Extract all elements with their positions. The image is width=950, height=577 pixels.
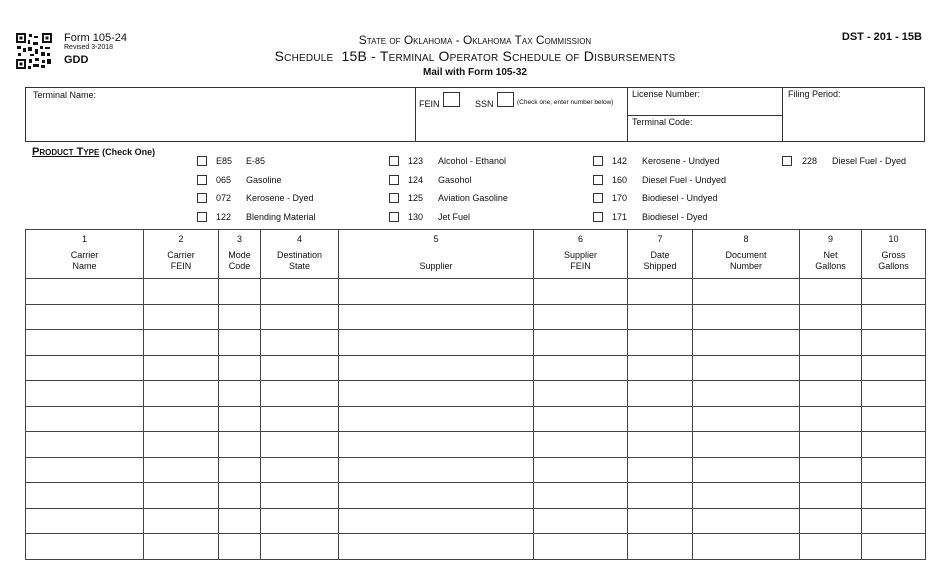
mail-with-note: Mail with Form 105-32 bbox=[423, 67, 527, 78]
col-header-destination-state bbox=[261, 230, 339, 279]
product-code: 228 bbox=[802, 156, 818, 166]
table-cell-input[interactable] bbox=[26, 304, 144, 330]
col-number: 8 bbox=[743, 234, 749, 244]
product-code: 170 bbox=[612, 193, 628, 203]
table-cell-input[interactable] bbox=[339, 279, 534, 305]
col-name-line1: Carrier bbox=[167, 250, 195, 260]
product-checkbox-125[interactable] bbox=[389, 193, 399, 203]
table-cell-input[interactable] bbox=[693, 534, 800, 560]
table-cell-input[interactable] bbox=[800, 381, 862, 407]
fein-label: FEIN bbox=[419, 99, 440, 109]
product-checkbox-160[interactable] bbox=[593, 175, 603, 185]
product-name: Alcohol - Ethanol bbox=[438, 156, 507, 166]
info-divider-1 bbox=[415, 87, 416, 142]
col-header-gross-gallons bbox=[862, 230, 926, 279]
table-cell-input[interactable] bbox=[339, 457, 534, 483]
table-cell-input[interactable] bbox=[800, 406, 862, 432]
product-checkbox-171[interactable] bbox=[593, 212, 603, 222]
table-cell-input[interactable] bbox=[628, 406, 693, 432]
product-checkbox-228[interactable] bbox=[782, 156, 792, 166]
table-cell-input[interactable] bbox=[534, 330, 628, 356]
table-cell-input[interactable] bbox=[800, 330, 862, 356]
table-cell-input[interactable] bbox=[339, 381, 534, 407]
table-cell-input[interactable] bbox=[339, 304, 534, 330]
table-cell-input[interactable] bbox=[219, 279, 261, 305]
table-cell-input[interactable] bbox=[534, 508, 628, 534]
col-number: 2 bbox=[178, 234, 184, 244]
ssn-label: SSN bbox=[475, 99, 494, 109]
product-checkbox-065[interactable] bbox=[197, 175, 207, 185]
table-cell-input[interactable] bbox=[693, 355, 800, 381]
col-header-carrier-fein bbox=[144, 230, 219, 279]
product-checkbox-130[interactable] bbox=[389, 212, 399, 222]
table-cell-input[interactable] bbox=[693, 508, 800, 534]
product-code: 072 bbox=[216, 193, 232, 203]
table-row bbox=[26, 483, 926, 509]
col-number: 1 bbox=[81, 234, 87, 244]
dst-code: DST - 201 - 15B bbox=[841, 31, 922, 43]
table-cell-input[interactable] bbox=[339, 483, 534, 509]
col-name-line2: Supplier bbox=[419, 261, 453, 271]
ssn-checkbox[interactable] bbox=[497, 92, 514, 107]
table-cell-input[interactable] bbox=[693, 483, 800, 509]
col-name-line2: Number bbox=[729, 261, 762, 271]
table-row bbox=[26, 534, 926, 560]
col-name-line1: Mode bbox=[228, 250, 251, 260]
table-cell-input[interactable] bbox=[144, 432, 219, 458]
table-cell-input[interactable] bbox=[693, 432, 800, 458]
table-cell-input[interactable] bbox=[144, 406, 219, 432]
table-cell-input[interactable] bbox=[339, 508, 534, 534]
product-checkbox-122[interactable] bbox=[197, 212, 207, 222]
col-name-line2: Code bbox=[228, 261, 251, 271]
col-name-line1: Supplier bbox=[563, 250, 598, 260]
col-header-carrier-name bbox=[26, 230, 144, 279]
table-cell-input[interactable] bbox=[628, 279, 693, 305]
product-checkbox-124[interactable] bbox=[389, 175, 399, 185]
table-cell-input[interactable] bbox=[862, 279, 926, 305]
table-cell-input[interactable] bbox=[862, 304, 926, 330]
table-cell-input[interactable] bbox=[693, 457, 800, 483]
table-cell-input[interactable] bbox=[339, 432, 534, 458]
table-cell-input[interactable] bbox=[219, 457, 261, 483]
product-name: Gasoline bbox=[246, 175, 282, 185]
col-name-line1: Net bbox=[823, 250, 838, 260]
table-header-row bbox=[26, 230, 926, 279]
terminal-name-field[interactable] bbox=[30, 102, 410, 138]
table-cell-input[interactable] bbox=[261, 304, 339, 330]
table-cell-input[interactable] bbox=[219, 304, 261, 330]
col-name-line1: Carrier bbox=[70, 250, 99, 260]
table-cell-input[interactable] bbox=[26, 330, 144, 356]
table-cell-input[interactable] bbox=[261, 355, 339, 381]
product-name: Blending Material bbox=[246, 212, 316, 222]
col-header-net-gallons bbox=[800, 230, 862, 279]
table-cell-input[interactable] bbox=[261, 330, 339, 356]
table-cell-input[interactable] bbox=[628, 355, 693, 381]
table-row bbox=[26, 330, 926, 356]
col-number: 3 bbox=[236, 234, 242, 244]
disbursement-table bbox=[25, 229, 926, 560]
col-name-line2: Gallons bbox=[878, 261, 909, 271]
table-cell-input[interactable] bbox=[339, 355, 534, 381]
table-cell-input[interactable] bbox=[693, 279, 800, 305]
product-name: Diesel Fuel - Undyed bbox=[642, 175, 727, 185]
col-header-date-shipped bbox=[628, 230, 693, 279]
product-type-note: (Check One) bbox=[102, 147, 156, 157]
product-checkbox-142[interactable] bbox=[593, 156, 603, 166]
info-divider-h bbox=[627, 115, 783, 116]
table-cell-input[interactable] bbox=[26, 279, 144, 305]
product-code: 123 bbox=[408, 156, 424, 166]
table-cell-input[interactable] bbox=[862, 457, 926, 483]
table-cell-input[interactable] bbox=[693, 330, 800, 356]
form-number: Form 105-24 bbox=[64, 32, 127, 44]
col-number: 4 bbox=[296, 234, 302, 244]
product-type-title bbox=[32, 146, 155, 158]
table-cell-input[interactable] bbox=[534, 432, 628, 458]
table-row bbox=[26, 457, 926, 483]
table-cell-input[interactable] bbox=[628, 457, 693, 483]
table-cell-input[interactable] bbox=[693, 304, 800, 330]
table-cell-input[interactable] bbox=[628, 432, 693, 458]
table-cell-input[interactable] bbox=[219, 432, 261, 458]
col-name-line2: FEIN bbox=[570, 261, 591, 271]
table-cell-input[interactable] bbox=[219, 381, 261, 407]
table-cell-input[interactable] bbox=[339, 330, 534, 356]
table-row bbox=[26, 508, 926, 534]
table-cell-input[interactable] bbox=[800, 483, 862, 509]
col-name-line1: Destination bbox=[276, 250, 323, 260]
table-cell-input[interactable] bbox=[534, 381, 628, 407]
table-cell-input[interactable] bbox=[534, 457, 628, 483]
table-cell-input[interactable] bbox=[261, 534, 339, 560]
table-cell-input[interactable] bbox=[26, 508, 144, 534]
table-cell-input[interactable] bbox=[534, 279, 628, 305]
product-name: Aviation Gasoline bbox=[438, 193, 508, 203]
col-name-line2: Name bbox=[72, 261, 97, 271]
table-cell-input[interactable] bbox=[219, 534, 261, 560]
table-cell-input[interactable] bbox=[26, 355, 144, 381]
filing-period-label: Filing Period: bbox=[788, 89, 841, 99]
table-cell-input[interactable] bbox=[862, 381, 926, 407]
table-cell-input[interactable] bbox=[534, 355, 628, 381]
col-header-mode-code bbox=[219, 230, 261, 279]
product-name: Gasohol bbox=[438, 175, 472, 185]
product-name: Biodiesel - Undyed bbox=[642, 193, 718, 203]
table-cell-input[interactable] bbox=[261, 279, 339, 305]
table-cell-input[interactable] bbox=[144, 483, 219, 509]
product-code: 130 bbox=[408, 212, 424, 222]
revised-date: Revised 3-2018 bbox=[64, 44, 114, 51]
table-cell-input[interactable] bbox=[261, 457, 339, 483]
table-cell-input[interactable] bbox=[26, 381, 144, 407]
table-body bbox=[26, 279, 926, 560]
product-name: E-85 bbox=[246, 156, 266, 166]
table-row bbox=[26, 381, 926, 407]
table-cell-input[interactable] bbox=[144, 381, 219, 407]
col-number: 7 bbox=[657, 234, 663, 244]
table-cell-input[interactable] bbox=[144, 355, 219, 381]
table-cell-input[interactable] bbox=[144, 304, 219, 330]
table-cell-input[interactable] bbox=[261, 432, 339, 458]
product-checkbox-072[interactable] bbox=[197, 193, 207, 203]
product-code: 125 bbox=[408, 193, 424, 203]
product-code: 124 bbox=[408, 175, 424, 185]
table-cell-input[interactable] bbox=[862, 508, 926, 534]
table-cell-input[interactable] bbox=[862, 330, 926, 356]
product-name: Kerosene - Dyed bbox=[246, 193, 314, 203]
table-cell-input[interactable] bbox=[862, 355, 926, 381]
col-name-line2: State bbox=[288, 261, 310, 271]
col-number: 6 bbox=[577, 234, 583, 244]
table-cell-input[interactable] bbox=[144, 330, 219, 356]
product-checkbox-e85[interactable] bbox=[197, 156, 207, 166]
table-cell-input[interactable] bbox=[862, 432, 926, 458]
product-checkbox-123[interactable] bbox=[389, 156, 399, 166]
col-number: 10 bbox=[888, 234, 899, 244]
table-cell-input[interactable] bbox=[628, 330, 693, 356]
table-cell-input[interactable] bbox=[800, 508, 862, 534]
table-cell-input[interactable] bbox=[693, 406, 800, 432]
table-cell-input[interactable] bbox=[219, 406, 261, 432]
table-cell-input[interactable] bbox=[800, 457, 862, 483]
table-cell-input[interactable] bbox=[26, 432, 144, 458]
table-cell-input[interactable] bbox=[261, 508, 339, 534]
product-code: 122 bbox=[216, 212, 232, 222]
table-row bbox=[26, 304, 926, 330]
agency-title: State of Oklahoma - Oklahoma Tax Commission bbox=[358, 33, 592, 47]
table-cell-input[interactable] bbox=[219, 330, 261, 356]
table-cell-input[interactable] bbox=[800, 534, 862, 560]
fein-checkbox[interactable] bbox=[443, 92, 460, 107]
check-one-note: (Check one, enter number below) bbox=[517, 99, 614, 106]
table-cell-input[interactable] bbox=[534, 304, 628, 330]
table-cell-input[interactable] bbox=[26, 483, 144, 509]
table-cell-input[interactable] bbox=[261, 483, 339, 509]
product-code: 142 bbox=[612, 156, 628, 166]
table-cell-input[interactable] bbox=[219, 483, 261, 509]
product-type-heading: Product Type bbox=[32, 146, 100, 158]
product-name: Biodiesel - Dyed bbox=[642, 212, 708, 222]
table-row bbox=[26, 355, 926, 381]
table-cell-input[interactable] bbox=[219, 508, 261, 534]
table-cell-input[interactable] bbox=[26, 534, 144, 560]
table-cell-input[interactable] bbox=[144, 279, 219, 305]
col-header-document-number bbox=[693, 230, 800, 279]
table-row bbox=[26, 279, 926, 305]
table-cell-input[interactable] bbox=[693, 381, 800, 407]
product-code: 065 bbox=[216, 175, 232, 185]
table-cell-input[interactable] bbox=[628, 304, 693, 330]
fein-ssn-number-field[interactable] bbox=[418, 112, 623, 139]
table-cell-input[interactable] bbox=[144, 457, 219, 483]
terminal-code-label: Terminal Code: bbox=[632, 117, 693, 127]
table-cell-input[interactable] bbox=[26, 406, 144, 432]
col-header-supplier-fein bbox=[534, 230, 628, 279]
terminal-name-label: Terminal Name: bbox=[33, 90, 97, 100]
table-cell-input[interactable] bbox=[144, 534, 219, 560]
table-cell-input[interactable] bbox=[534, 534, 628, 560]
table-cell-input[interactable] bbox=[534, 406, 628, 432]
table-cell-input[interactable] bbox=[628, 381, 693, 407]
table-cell-input[interactable] bbox=[339, 534, 534, 560]
col-name-line2: FEIN bbox=[170, 261, 192, 271]
col-name-line1: Date bbox=[650, 250, 670, 260]
product-code: 171 bbox=[612, 212, 628, 222]
product-name: Jet Fuel bbox=[438, 212, 471, 222]
col-name-line2: Gallons bbox=[815, 261, 846, 271]
table-cell-input[interactable] bbox=[219, 355, 261, 381]
table-cell-input[interactable] bbox=[800, 355, 862, 381]
table-cell-input[interactable] bbox=[534, 483, 628, 509]
table-cell-input[interactable] bbox=[628, 508, 693, 534]
table-cell-input[interactable] bbox=[862, 534, 926, 560]
product-code: E85 bbox=[216, 156, 233, 166]
col-header-supplier bbox=[339, 230, 534, 279]
product-name: Kerosene - Undyed bbox=[642, 156, 720, 166]
table-cell-input[interactable] bbox=[26, 457, 144, 483]
col-number: 9 bbox=[827, 234, 833, 244]
col-name-line1 bbox=[339, 250, 533, 261]
table-cell-input[interactable] bbox=[261, 406, 339, 432]
table-row bbox=[26, 406, 926, 432]
table-cell-input[interactable] bbox=[339, 406, 534, 432]
table-cell-input[interactable] bbox=[628, 483, 693, 509]
col-name-line2: Shipped bbox=[643, 261, 677, 271]
license-number-label: License Number: bbox=[632, 89, 701, 99]
table-cell-input[interactable] bbox=[800, 279, 862, 305]
col-number: 5 bbox=[433, 234, 439, 244]
product-checkbox-170[interactable] bbox=[593, 193, 603, 203]
col-name-line1: Gross bbox=[881, 250, 906, 260]
schedule-title: Schedule 15B - Terminal Operator Schedule of Disbursements bbox=[274, 48, 676, 64]
table-cell-input[interactable] bbox=[628, 534, 693, 560]
product-code: 160 bbox=[612, 175, 628, 185]
table-cell-input[interactable] bbox=[862, 483, 926, 509]
table-cell-input[interactable] bbox=[144, 508, 219, 534]
table-row bbox=[26, 432, 926, 458]
table-cell-input[interactable] bbox=[800, 432, 862, 458]
table-cell-input[interactable] bbox=[261, 381, 339, 407]
table-cell-input[interactable] bbox=[862, 406, 926, 432]
table-cell-input[interactable] bbox=[800, 304, 862, 330]
col-name-line1: Document bbox=[725, 250, 767, 260]
product-name: Diesel Fuel - Dyed bbox=[832, 156, 907, 166]
gdd-label: GDD bbox=[64, 54, 89, 66]
